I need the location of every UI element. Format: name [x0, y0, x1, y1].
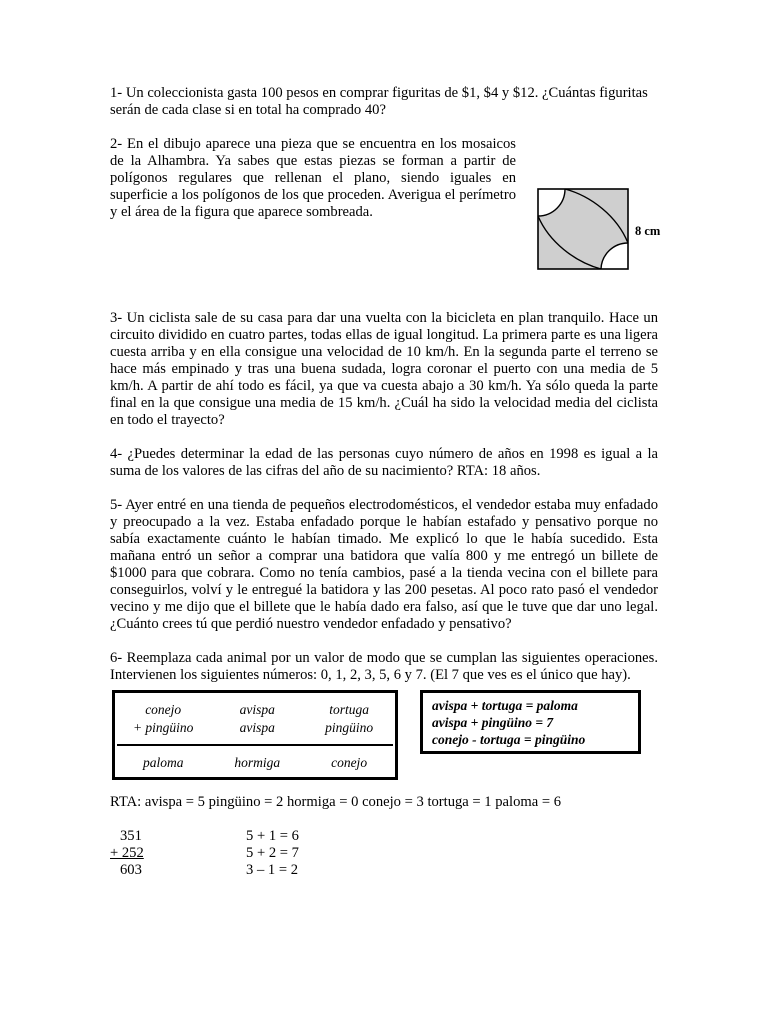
problem-2-block: [110, 136, 661, 289]
equation: avispa + pingüino = 7: [432, 715, 554, 730]
equation-2: 5 + 2 = 7: [246, 845, 299, 861]
problem-2: 2- En el dibujo aparece una pieza que se encuentra en los mosaicos de la Alhambra. Ya sabes que estas piezas se forman a partir de polígonos regulares que rellenan el plano, siendo iguales en superficie a los polígonos de los que proceden. Averigua el perímetro y el área de la figura que aparece sombreada.: [110, 136, 516, 220]
equation: conejo - tortuga = pingüino: [432, 732, 586, 747]
table-cell: tortuga: [329, 702, 369, 717]
equations-box: [420, 690, 641, 754]
equation-1: 5 + 1 = 6: [246, 828, 299, 844]
table-cell: conejo: [331, 755, 368, 770]
problem-4: 4- ¿Puedes determinar la edad de las personas cuyo número de años en 1998 es igual a la suma de los valores de las cifras del año de su nacimiento? RTA: 18 años.: [110, 446, 658, 479]
table-cell: hormiga: [234, 755, 281, 770]
answer-6: RTA: avispa = 5 pingüino = 2 hormiga = 0 conejo = 3 tortuga = 1 paloma = 6: [110, 794, 562, 810]
table-cell: + pingüino: [132, 720, 194, 735]
problem-1: 1- Un coleccionista gasta 100 pesos en comprar figuritas de $1, $4 y $12. ¿Cuántas figuritas serán de cada clase si en total ha comprado 40?: [110, 85, 648, 118]
addend-2: + 252: [110, 845, 144, 861]
problem-5: 5- Ayer entré en una tienda de pequeños electrodomésticos, el vendedor estaba muy enfadado y preocupado a la vez. Estaba enfadado porque le habían estafado y pensativo porque no sabía exactamente cuánto le habían timado. Me explicó lo que le había sucedido. Esta mañana entró un señor a comprar una batidora que valía 800 y me entregó un billete de $1000 para que cobrara. Como no tenía cambios, pasé a la tienda vecina con el billete para conseguirlos, volví y le entregué la batidora y las 200 pesetas. Al poco rato pasó el vendedor vecino y me dijo que el billete que le había dado era falso, así que le tuve que dar uno legal. ¿Cuánto crees tú que perdió nuestro vendedor enfadado y pensativo?: [110, 497, 658, 632]
shaded-piece-diagram: [537, 188, 629, 270]
problem-6: 6- Reemplaza cada animal por un valor de modo que se cumplan las siguientes operaciones. Intervienen los siguientes números: 0, 1, 2, 3, 5, 6 y 7. (El 7 que ves es el único que hay).: [110, 650, 658, 683]
table-cell: avispa: [239, 702, 275, 717]
equation-3: 3 – 1 = 2: [246, 862, 299, 878]
table-cell: avispa: [239, 720, 275, 735]
alhambra-figure: [537, 186, 667, 272]
addition-table: [112, 690, 398, 780]
animal-puzzle: [110, 690, 658, 786]
sum-result: 603: [120, 862, 142, 878]
sum-divider: [117, 744, 393, 746]
document-page: [110, 85, 661, 888]
problem-3: 3- Un ciclista sale de su casa para dar una vuelta con la bicicleta en plan tranquilo. Hace un circuito dividido en cuatro partes, todas ellas de igual longitud. La primera parte es una ligera cuesta arriba y en ella consigue una velocidad de 10 km/h. En la segunda parte el terreno se hace más empinado y tras una buena sudada, logra coronar el puerto con una media de 5 km/h. A partir de ahí todo es fácil, ya que va cuesta abajo a 30 km/h. Ya sólo queda la parte final en la que consigue una media de 15 km/h. ¿Cuál ha sido la velocidad media del ciclista en todo el trayecto?: [110, 310, 659, 428]
table-cell: conejo: [145, 702, 182, 717]
addend-1: 351: [120, 828, 142, 844]
verification-calc: [110, 828, 658, 888]
equation: avispa + tortuga = paloma: [432, 698, 578, 713]
table-cell: pingüino: [325, 720, 374, 735]
figure-side-label: 8 cm: [635, 224, 661, 238]
table-cell: paloma: [142, 755, 184, 770]
